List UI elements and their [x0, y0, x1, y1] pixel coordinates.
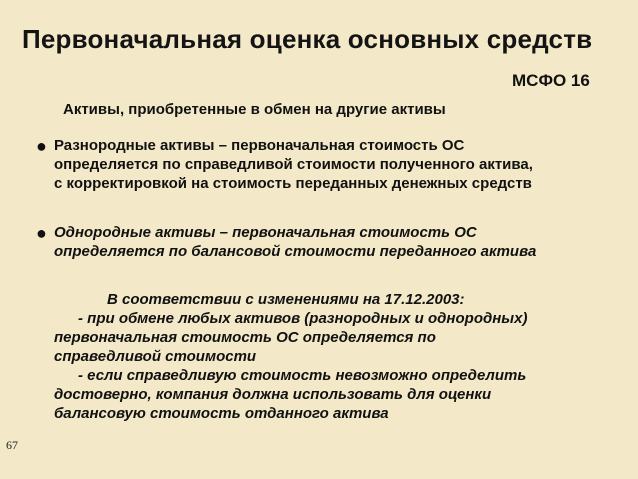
changes-line: первоначальная стоимость ОС определяется по — [54, 329, 436, 346]
bullet-line: с корректировкой на стоимость переданных денежных средств — [54, 175, 532, 192]
bullet-marker: ● — [36, 223, 47, 243]
bullet-line: определяется по справедливой стоимости полученного актива, — [54, 156, 533, 173]
bullet-marker: ● — [36, 136, 47, 156]
changes-line: балансовую стоимость отданного актива — [54, 405, 389, 422]
bullet-line: Однородные активы – первоначальная стоимость ОС — [54, 224, 477, 241]
changes-line: - если справедливую стоимость невозможно определить — [78, 367, 527, 384]
slide-subtitle: Активы, приобретенные в обмен на другие активы — [63, 101, 446, 118]
bullet-line: определяется по балансовой стоимости переданного актива — [54, 243, 537, 260]
changes-line: - при обмене любых активов (разнородных и однородных) — [78, 310, 528, 327]
bullet-text-homogeneous-assets — [54, 223, 536, 261]
changes-block — [54, 290, 527, 423]
bullet-line: Разнородные активы – первоначальная стоимость ОС — [54, 137, 465, 154]
bullet-text-heterogeneous-assets — [54, 136, 533, 193]
page-number: 67 — [6, 438, 18, 452]
standard-label: МСФО 16 — [512, 71, 590, 90]
slide-title: Первоначальная оценка основных средств — [22, 24, 593, 54]
changes-line: достоверно, компания должна использовать для оценки — [54, 386, 492, 403]
changes-line: справедливой стоимости — [54, 348, 257, 365]
changes-heading: В соответствии с изменениями на 17.12.2003: — [107, 291, 465, 308]
